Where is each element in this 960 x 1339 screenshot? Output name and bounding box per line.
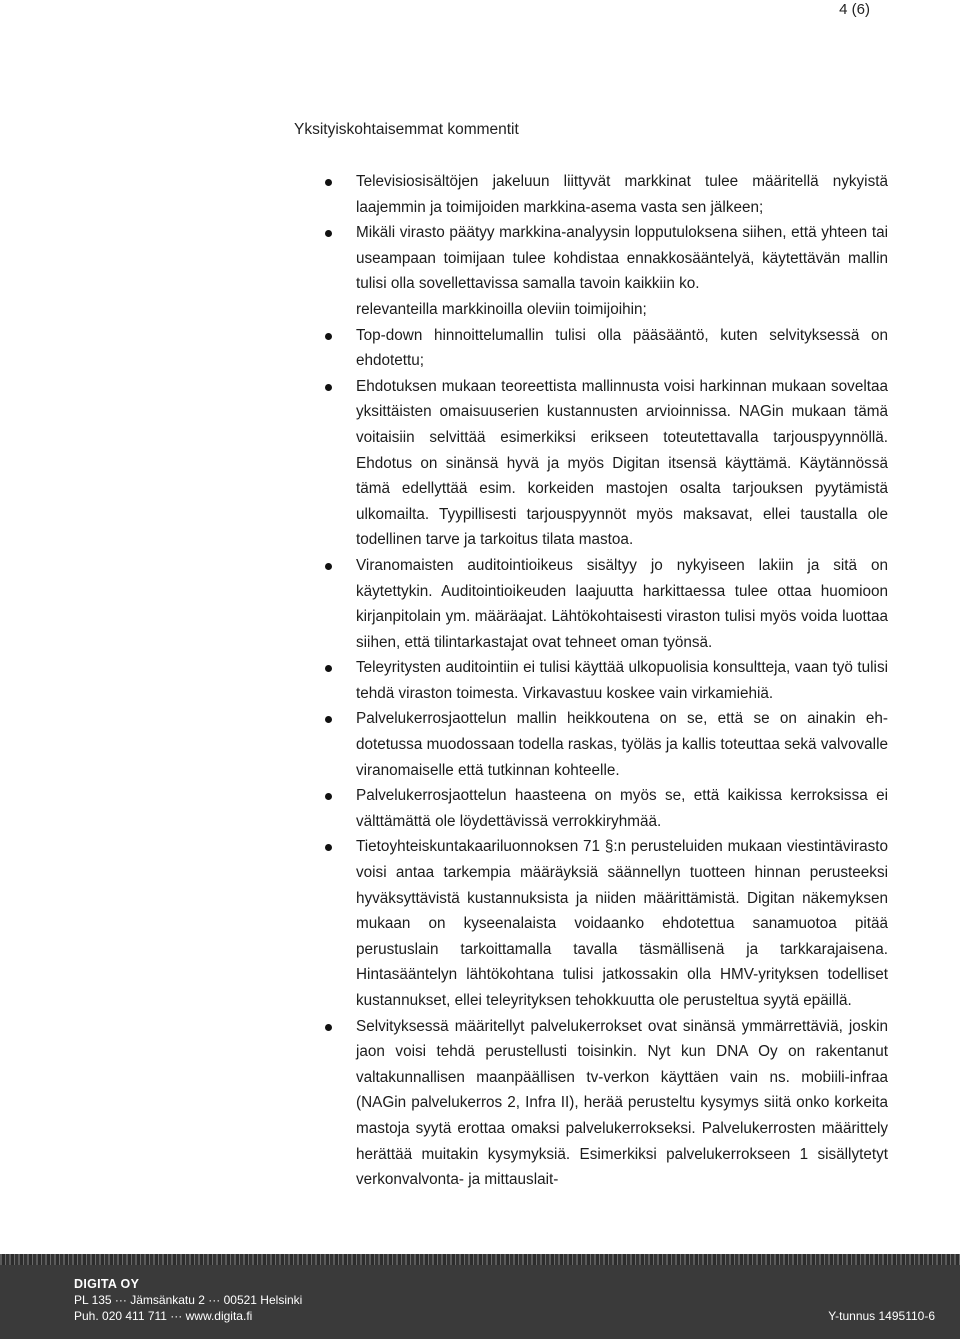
footer-business-id: Y-tunnus 1495110-6 <box>828 1309 935 1323</box>
list-item <box>320 706 888 783</box>
footer-pattern-stripe <box>0 1254 960 1265</box>
bullet-icon <box>325 1024 332 1031</box>
list-item <box>320 323 888 374</box>
bullet-icon <box>325 333 332 340</box>
list-item-text: Ehdotuksen mukaan teoreettista mallinnusta voisi harkinnan mukaan soveltaa yksittäisten omaisuuserien kustannusten arvioinnissa. NAGin mukaan tämä voitaisiin selvittää esimerkiksi erikseen toteutettavalla tarjouspyynnöllä. Ehdotus on sinänsä hyvä ja myös Digitan itsensä käyttämä. Käytännössä tämä edellyttää esim. korkeiden mastojen osalta tarjouksen pyytämistä ulkomailta. Tyypillisesti tarjouspyynnöt myös maksavat, ellei taustalla ole todellinen tarve ja tarkoitus tilata mastoa. <box>356 377 888 549</box>
bullet-icon <box>325 665 332 672</box>
list-item <box>320 834 888 1013</box>
list-item <box>320 169 888 220</box>
list-item <box>320 1014 888 1193</box>
bullet-icon <box>325 563 332 570</box>
list-item-text: Palvelukerrosjaottelun haasteena on myös se, että kaikissa kerroksissa ei välttämättä ole löydettävissä verrokkiryhmää. <box>356 787 888 830</box>
bullet-icon <box>325 384 332 391</box>
list-item-text: Televisiosisältöjen jakeluun liittyvät markkinat tulee määritellä nykyistä laajemmin ja toimijoiden markkina-asema vasta sen jälkeen; <box>356 173 888 216</box>
list-item-text: Tietoyhteiskuntakaariluonnoksen 71 §:n perusteluiden mukaan viestintävirasto voisi antaa tarkempia määräyksiä säännellyn tuotteen hinnan perusteeksi hyväksyttävistä kustannuksista ja niiden määrittämistä. Digitan näkemyksen mukaan on kyseenalaista voidaanko ehdotettua sanamuotoa pitää perustuslain tarkoittamalla tavalla täsmällisenä ja tarkkarajaisena. Hintasääntelyn lähtökohtana tulisi jatkossakin olla HMV-yrityksen todelliset kustannukset, ellei teleyrityksen tehokkuutta ole perusteltua syytä epäillä. <box>356 838 888 1009</box>
bullet-icon <box>325 716 332 723</box>
comment-list <box>320 169 888 1193</box>
footer-company-name: DIGITA OY <box>74 1277 140 1291</box>
list-item <box>320 374 888 553</box>
list-item <box>320 220 888 297</box>
footer-contact: Puh. 020 411 711 ··· www.digita.fi <box>74 1309 253 1323</box>
list-item-text: Viranomaisten auditointioikeus sisältyy jo nykyiseen lakiin ja sitä on käytettykin. Auditointioikeuden laajuutta harkittaessa tulee ottaa huomioon kirjanpitolain ym. määräajat. Lähtökohtaisesti viraston tulisi myös voida luottaa siihen, että tilintarkastajat ovat tehneet oman työnsä. <box>356 556 888 651</box>
list-item <box>320 655 888 706</box>
page-footer <box>0 1254 960 1339</box>
bullet-icon <box>325 844 332 851</box>
page-number: 4 (6) <box>839 1 870 18</box>
footer-address: PL 135 ··· Jämsänkatu 2 ··· 00521 Helsinki <box>74 1293 303 1307</box>
list-item-text: Top-down hinnoittelumallin tulisi olla pääsääntö, kuten selvityksessä on ehdotettu; <box>356 326 888 370</box>
list-item <box>320 297 888 323</box>
list-item <box>320 783 888 834</box>
bullet-icon <box>325 179 332 186</box>
list-item-text: Selvityksessä määritellyt palvelukerrokset ovat sinänsä ymmärrettäviä, joskin jaon voisi tehdä perustellusti toisinkin. Nyt kun DNA Oy on rakentanut valtakunnallisen maanpäällisen tv-verkon käyttäen vain ns. mobiili-infraa (NAGin palvelukerros 2, Infra II), herää perusteltu kysymys siitä onko korkeita mastoja syytä erottaa omaksi palvelukerrokseksi. Palvelukerrosten määrittely herättää muitakin kysymyksiä. Esimerkiksi palvelukerrokseen 1 sisällytetyt verkonvalvonta- ja mittauslait- <box>356 1017 888 1189</box>
bullet-icon <box>325 793 332 800</box>
list-item-text: relevanteilla markkinoilla oleviin toimijoihin; <box>356 300 647 318</box>
list-item-text: Palvelukerrosjaottelun mallin heikkoutena on se, että se on ainakin ehdotetussa muodossaan todella raskas, työläs ja kallis toteuttaa sekä valvovalle viranomaiselle että tutkinnan kohteelle. <box>356 710 888 779</box>
bullet-icon <box>325 230 332 237</box>
list-item-text: Teleyritysten auditointiin ei tulisi käyttää ulkopuolisia konsultteja, vaan työ tulisi tehdä viraston toimesta. Virkavastuu koskee vain virkamiehiä. <box>356 659 888 702</box>
list-item-text: Mikäli virasto päätyy markkina-analyysin lopputuloksena siihen, että yhteen tai useampaan toimijaan tulee kohdistaa ennakkosääntelyä, käytettävän mallin tulisi olla sovellettavissa samalla tavoin kaikkiin ko. <box>356 224 888 293</box>
section-heading: Yksityiskohtaisemmat kommentit <box>294 121 519 138</box>
list-item <box>320 553 888 655</box>
